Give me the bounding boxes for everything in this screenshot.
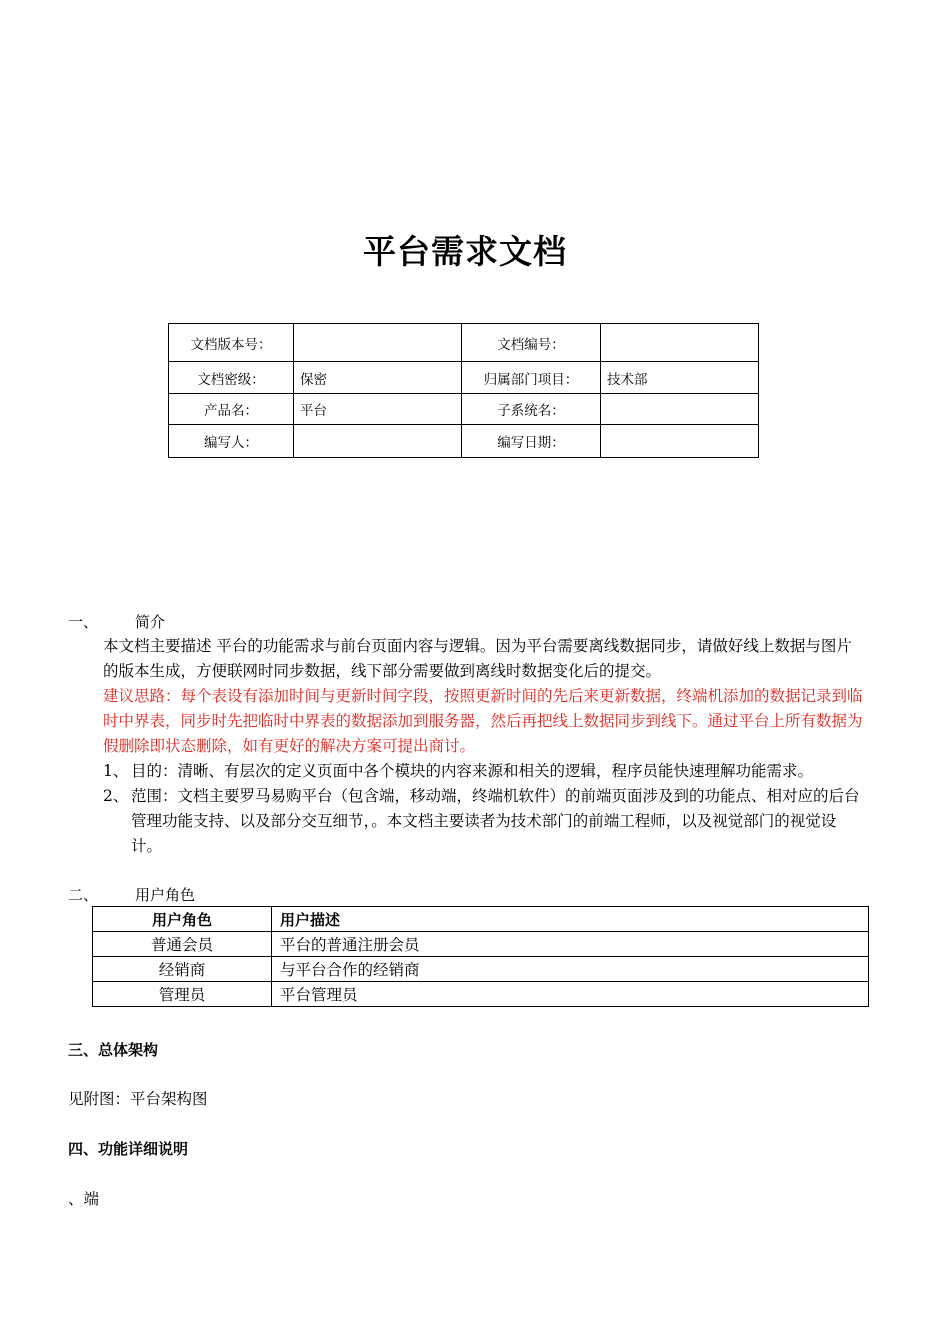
subsystem-value (601, 394, 759, 425)
section-2-title: 用户角色 (135, 886, 196, 904)
table-row (169, 425, 759, 458)
list-item-text: 目的：清晰、有层次的定义页面中各个模块的内容来源和相关的逻辑，程序员能快速理解功能需求。 (131, 762, 814, 780)
description-cell: 平台管理员 (272, 982, 869, 1007)
description-cell: 与平台合作的经销商 (272, 957, 869, 982)
author-label: 编写人： (169, 425, 294, 458)
intro-paragraph: 本文档主要描述 平台的功能需求与前台页面内容与逻辑。因为平台需要离线数据同步，请做好线上数据与图片的版本生成，方便联网时同步数据，线下部分需要做到离线时数据变化后的提交。 (103, 637, 852, 680)
department-value: 技术部 (601, 362, 759, 394)
list-item (103, 759, 873, 784)
author-value (294, 425, 462, 458)
doc-security-label: 文档密级： (169, 362, 294, 394)
table-row (93, 932, 869, 957)
column-header-role: 用户角色 (93, 907, 272, 932)
subsystem-label: 子系统名： (462, 394, 601, 425)
section-2-heading (68, 884, 368, 906)
product-name-value: 平台 (294, 394, 462, 425)
list-item-number: 1、 (103, 762, 129, 780)
table-row (169, 324, 759, 362)
product-name-label: 产品名： (169, 394, 294, 425)
suggestion-paragraph: 建议思路：每个表设有添加时间与更新时间字段，按照更新时间的先后来更新数据，终端机添加的数据记录到临时中界表，同步时先把临时中界表的数据添加到服务器，然后再把线上数据同步到线下。通过平台上所有数据为假删除即状态删除，如有更好的解决方案可提出商讨。 (103, 687, 863, 755)
column-header-description: 用户描述 (272, 907, 869, 932)
doc-number-value (601, 324, 759, 362)
document-title: 平台需求文档 (363, 232, 567, 271)
section-1-number: 一、 (68, 613, 99, 631)
user-roles-table (92, 906, 869, 1007)
table-header-row (93, 907, 869, 932)
doc-version-label: 文档版本号： (169, 324, 294, 362)
description-cell: 平台的普通注册会员 (272, 932, 869, 957)
list-item-number: 2、 (103, 787, 129, 805)
table-row (169, 394, 759, 425)
date-value (601, 425, 759, 458)
role-cell: 经销商 (93, 957, 272, 982)
section-1-title: 简介 (135, 613, 166, 631)
section-3-heading: 三、总体架构 (68, 1041, 159, 1059)
section-1-heading (68, 611, 368, 633)
section-4-heading: 四、功能详细说明 (68, 1140, 189, 1158)
section-4-body: 、端 (68, 1190, 100, 1208)
doc-version-value (294, 324, 462, 362)
doc-security-value: 保密 (294, 362, 462, 394)
table-row (169, 362, 759, 394)
role-cell: 普通会员 (93, 932, 272, 957)
document-info-table (168, 323, 759, 458)
table-row (93, 982, 869, 1007)
list-item (103, 784, 863, 859)
list-item-text: 范围：文档主要罗马易购平台（包含端，移动端，终端机软件）的前端页面涉及到的功能点、相对应的后台管理功能支持、以及部分交互细节，。本文档主要读者为技术部门的前端工程师，以及视觉部门的视觉设计。 (131, 787, 860, 855)
section-3-body: 见附图：平台架构图 (68, 1090, 208, 1108)
role-cell: 管理员 (93, 982, 272, 1007)
date-label: 编写日期： (462, 425, 601, 458)
table-row (93, 957, 869, 982)
section-2-number: 二、 (68, 886, 99, 904)
doc-number-label: 文档编号： (462, 324, 601, 362)
department-label: 归属部门项目： (462, 362, 601, 394)
